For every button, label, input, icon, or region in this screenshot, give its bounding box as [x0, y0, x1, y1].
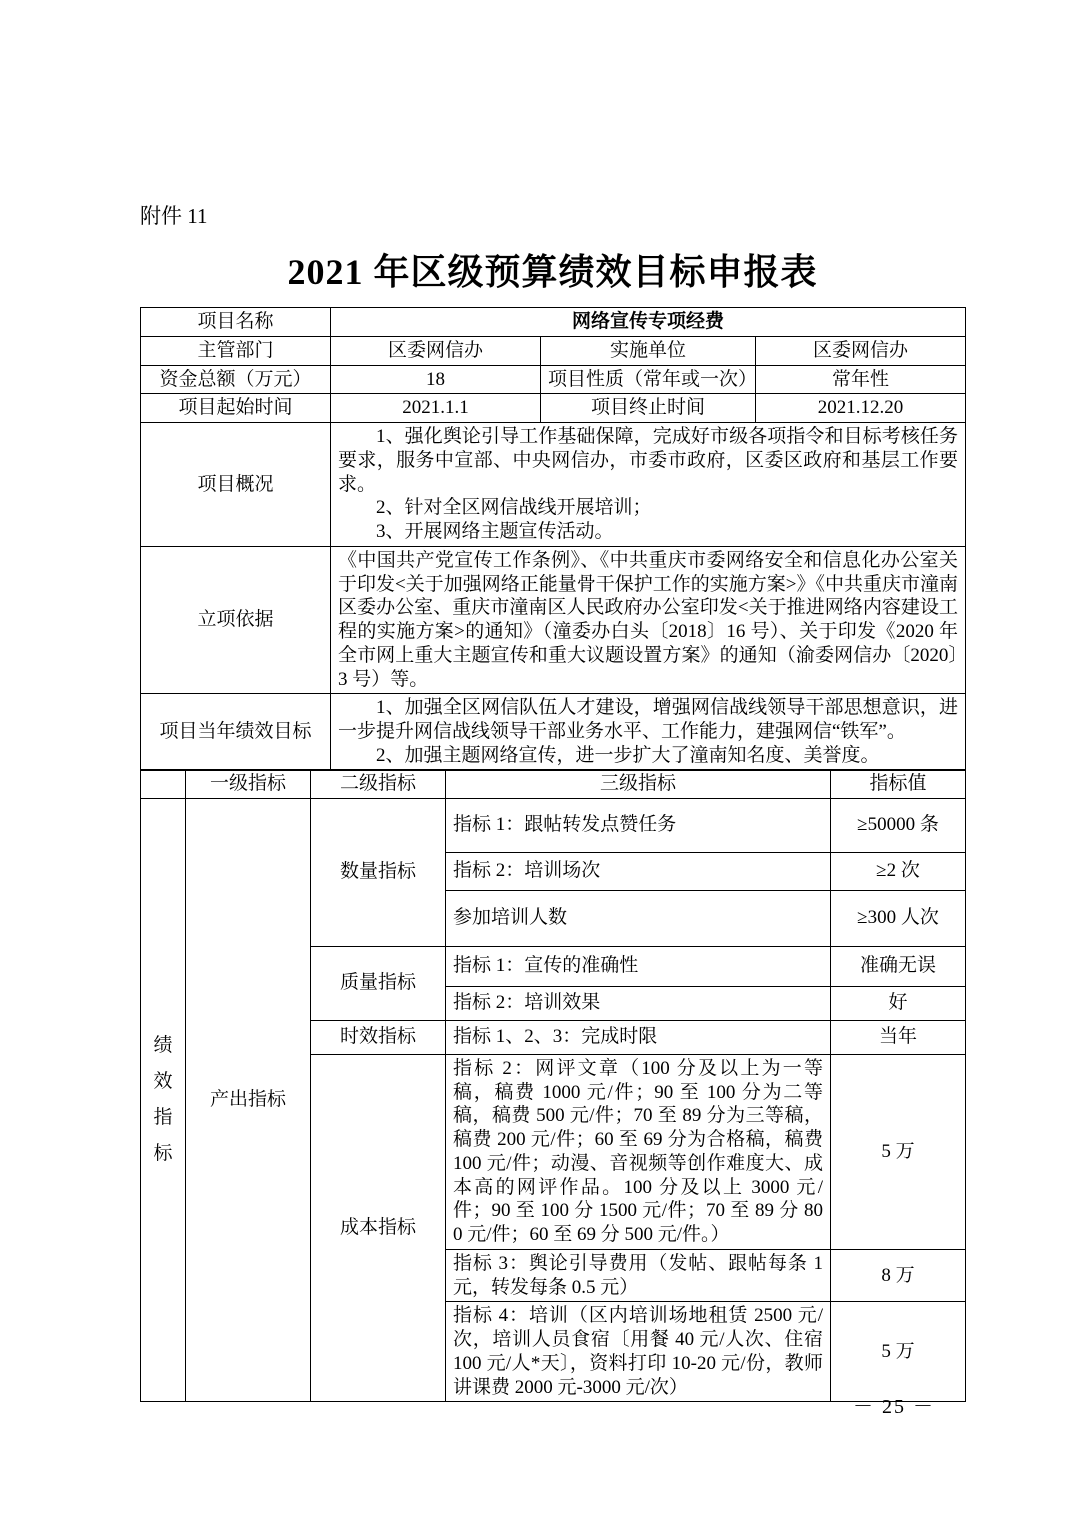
- level1-output-indicator: 产出指标: [186, 798, 311, 1402]
- amount-label: 资金总额（万元）: [141, 365, 331, 394]
- indicator-name-text: 指标 3：舆论引导费用（发帖、跟帖每条 1 元，转发每条 0.5 元）: [453, 1252, 823, 1298]
- indicator-name-text: 指标 4：培训（区内培训场地租赁 2500 元/次，培训人员食宿〔用餐 40 元/人次、住宿 100 元/人*天〕，资料打印 10-20 元/份，教师讲课费 2000 元-3000 元/次）: [453, 1305, 823, 1398]
- level2-quantity-indicator: 数量指标: [311, 798, 446, 946]
- nature-value: 常年性: [756, 365, 966, 394]
- row-goal: [141, 694, 966, 770]
- indicator-value: 5 万: [831, 1302, 966, 1402]
- overview-label: 项目概况: [141, 423, 331, 547]
- impl-unit-label: 实施单位: [541, 336, 756, 365]
- row-amount-nature: [141, 365, 966, 394]
- indicator-corner-cell: [141, 770, 186, 799]
- overview-line-2: 2、针对全区网信战线开展培训；: [376, 497, 652, 519]
- indicator-name: 指标 1：跟帖转发点赞任务: [446, 798, 831, 852]
- start-date-label: 项目起始时间: [141, 394, 331, 423]
- overview-line-1: 1、强化舆论引导工作基础保障，完成好市级各项指令和目标考核任务要求，服务中宣部、中央网信办，市委市政府，区委区政府和基层工作要求。: [338, 426, 958, 495]
- indicator-name: [446, 1054, 831, 1249]
- dept-value: 区委网信办: [331, 336, 541, 365]
- indicator-value: 8 万: [831, 1249, 966, 1302]
- nature-label: 项目性质（常年或一次）: [541, 365, 756, 394]
- col-header-level2: 二级指标: [311, 770, 446, 799]
- end-date-value: 2021.12.20: [756, 394, 966, 423]
- project-name-label: 项目名称: [141, 308, 331, 337]
- attachment-label: 附件 11: [140, 204, 208, 228]
- indicator-name: 参加培训人数: [446, 890, 831, 946]
- col-header-level3: 三级指标: [446, 770, 831, 799]
- level2-quality-indicator: 质量指标: [311, 946, 446, 1020]
- col-header-level1: 一级指标: [186, 770, 311, 799]
- indicator-value: ≥2 次: [831, 852, 966, 890]
- indicator-header-row: [141, 770, 966, 799]
- indicator-value: 准确无误: [831, 946, 966, 986]
- indicator-name: [446, 1249, 831, 1302]
- row-dates: [141, 394, 966, 423]
- goal-line-2: 2、加强主题网络宣传，进一步扩大了潼南知名度、美誉度。: [376, 744, 880, 766]
- basis-label: 立项依据: [141, 546, 331, 694]
- indicator-name-text: 指标 2：网评文章（100 分及以上为一等稿，稿费 1000 元/件；90 至 100 分为二等稿，稿费 500 元/件；70 至 89 分为三等稿，稿费 200 元/件；60 至 69 分为合格稿，稿费 100 元/件；动漫、音视频等创作难度大、成本高的网评作品。100 分及以上 3000 元/件；90 至 100 分 1500 元/件；70 至 89 分 800 元/件；60 至 69 分 500 元/件。）: [453, 1057, 823, 1245]
- indicator-value: 好: [831, 986, 966, 1020]
- start-date-value: 2021.1.1: [331, 394, 541, 423]
- impl-unit-value: 区委网信办: [756, 336, 966, 365]
- goal-line-1: 1、加强全区网信队伍人才建设，增强网信战线领导干部思想意识，进一步提升网信战线领导干部业务水平、工作能力，建强网信“铁军”。: [338, 697, 958, 742]
- indicator-value: 5 万: [831, 1054, 966, 1249]
- performance-indicator-header: [141, 798, 186, 1402]
- indicator-name: 指标 1、2、3：完成时限: [446, 1020, 831, 1054]
- performance-indicator-label: 绩效指标: [153, 1034, 173, 1165]
- indicator-name: 指标 1：宣传的准确性: [446, 946, 831, 986]
- basis-paragraph: 《中国共产党宣传工作条例》、《中共重庆市委网络安全和信息化办公室关于印发<关于加强网络正能量骨干保护工作的实施方案>》《中共重庆市潼南区委办公室、重庆市潼南区人民政府办公室印发<关于推进网络内容建设工程的实施方案>的通知》（潼委办白头〔2018〕16 号）、关于印发《2020 年全市网上重大主题宣传和重大议题设置方案》的通知（渝委网信办〔2020〕3 号）等。: [338, 549, 958, 690]
- indicator-value: ≥50000 条: [831, 798, 966, 852]
- level2-cost-indicator: 成本指标: [311, 1054, 446, 1402]
- project-info-table: [140, 307, 966, 771]
- indicator-value: ≥300 人次: [831, 890, 966, 946]
- overview-text: [331, 423, 966, 547]
- col-header-value: 指标值: [831, 770, 966, 799]
- indicator-table: [140, 769, 966, 1402]
- indicator-name: [446, 1302, 831, 1402]
- project-name-value: 网络宣传专项经费: [331, 308, 966, 337]
- basis-text: [331, 546, 966, 694]
- row-basis: [141, 546, 966, 694]
- overview-line-3: 3、开展网络主题宣传活动。: [376, 521, 614, 542]
- amount-value: 18: [331, 365, 541, 394]
- indicator-name: 指标 2：培训场次: [446, 852, 831, 890]
- goal-label: 项目当年绩效目标: [141, 694, 331, 770]
- page-number: － 25 －: [853, 1396, 935, 1418]
- page-title: 2021 年区级预算绩效目标申报表: [287, 252, 818, 292]
- dept-label: 主管部门: [141, 336, 331, 365]
- level2-timeliness-indicator: 时效指标: [311, 1020, 446, 1054]
- goal-text: [331, 694, 966, 770]
- indicator-value: 当年: [831, 1020, 966, 1054]
- row-departments: [141, 336, 966, 365]
- indicator-name: 指标 2：培训效果: [446, 986, 831, 1020]
- indicator-row: [141, 798, 966, 852]
- row-project-name: [141, 308, 966, 337]
- row-overview: [141, 423, 966, 547]
- end-date-label: 项目终止时间: [541, 394, 756, 423]
